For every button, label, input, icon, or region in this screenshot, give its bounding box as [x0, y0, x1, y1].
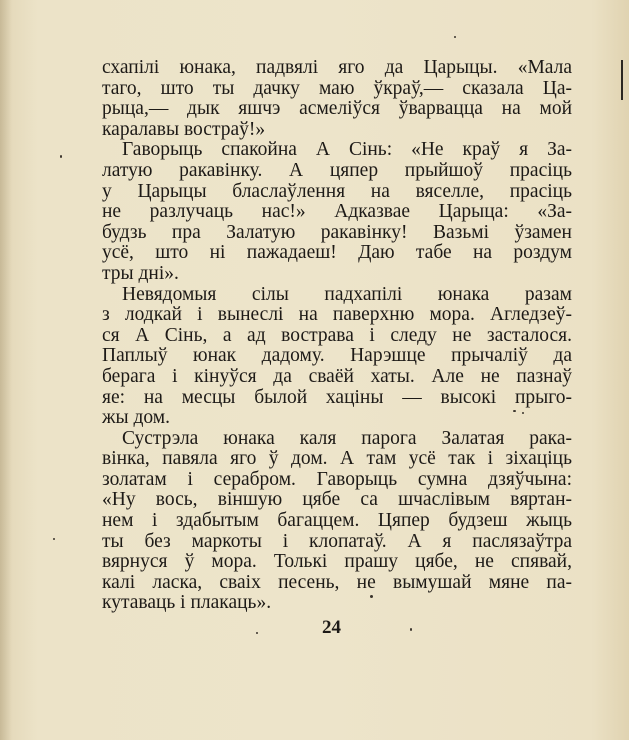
text-line: схапілі юнака, падвялі яго да Царыцы. «Мала [102, 57, 572, 78]
text-line: яе: на месцы былой хаціны — высокі прыго- [102, 386, 572, 408]
text-line: усё, што ні пажадаеш! Даю табе на роздум [102, 242, 572, 264]
text-line: «Ну вось, віншую цябе са шчаслівым вяртан- [102, 489, 572, 511]
text-line: вінка, павяла яго ў дом. А там усё так і зіхаціць [102, 448, 572, 470]
text-line: каралавы востраў!» [102, 118, 266, 140]
text-line: жы дом. [102, 407, 170, 429]
text-line: з лодкай і вынеслі на паверхню мора. Агледзеў- [102, 304, 572, 326]
print-speck [256, 632, 258, 634]
text-line: рыца,— дык яшчэ асмеліўся ўварвацца на мой [102, 98, 572, 120]
text-line: берага і кінуўся да сваёй хаты. Але не пазнаў [102, 365, 572, 387]
text-line: Паплыў юнак дадому. Нарэшце прычаліў да [102, 345, 572, 367]
text-line: латую ракавінку. А цяпер прыйшоў прасіць [102, 159, 572, 181]
text-line: Невядомыя сілы падхапілі юнака разам [122, 283, 572, 305]
text-line: тры дні». [102, 262, 179, 284]
text-line: не разлучаць нас!» Адказвае Царыца: «За- [102, 201, 572, 223]
text-line: золатам і серабром. Гаворыць сумна дзяўчына: [102, 468, 572, 490]
text-line: будзь пра Залатую ракавінку! Вазьмі ўзамен [102, 221, 572, 243]
text-line: нем і здабытым багаццем. Цяпер будзеш жыць [102, 510, 572, 532]
text-line: ты без маркоты і клопатаў. А я паслязаўтра [102, 530, 572, 552]
text-line: Сустрэла юнака каля парога Залатая рака- [122, 427, 572, 449]
print-speck [522, 412, 524, 414]
text-line: кутаваць і плакаць». [102, 592, 272, 614]
text-line: вярнуся ў мора. Толькі прашу цябе, не спявай, [102, 551, 572, 573]
text-line: калі ласка, сваіх песень, не вымушай мяне па- [102, 571, 572, 593]
text-line: Гаворыць спакойна А Сінь: «Не краў я За- [122, 139, 572, 161]
text-line: таго, што ты дачку маю ўкраў,— сказала Ца- [102, 77, 572, 99]
print-speck [60, 155, 62, 158]
text-line: ся А Сінь, а ад вострава і следу не засталося. [102, 324, 572, 346]
print-speck [370, 595, 373, 598]
print-speck [53, 538, 55, 540]
text-line: у Царыцы бласлаўлення на вяселле, прасіць [102, 180, 572, 202]
body-text [102, 58, 572, 614]
edge-mark [621, 60, 626, 100]
print-speck [513, 410, 516, 412]
print-speck [410, 628, 412, 631]
print-speck [454, 36, 456, 38]
page-number: 24 [322, 617, 341, 638]
